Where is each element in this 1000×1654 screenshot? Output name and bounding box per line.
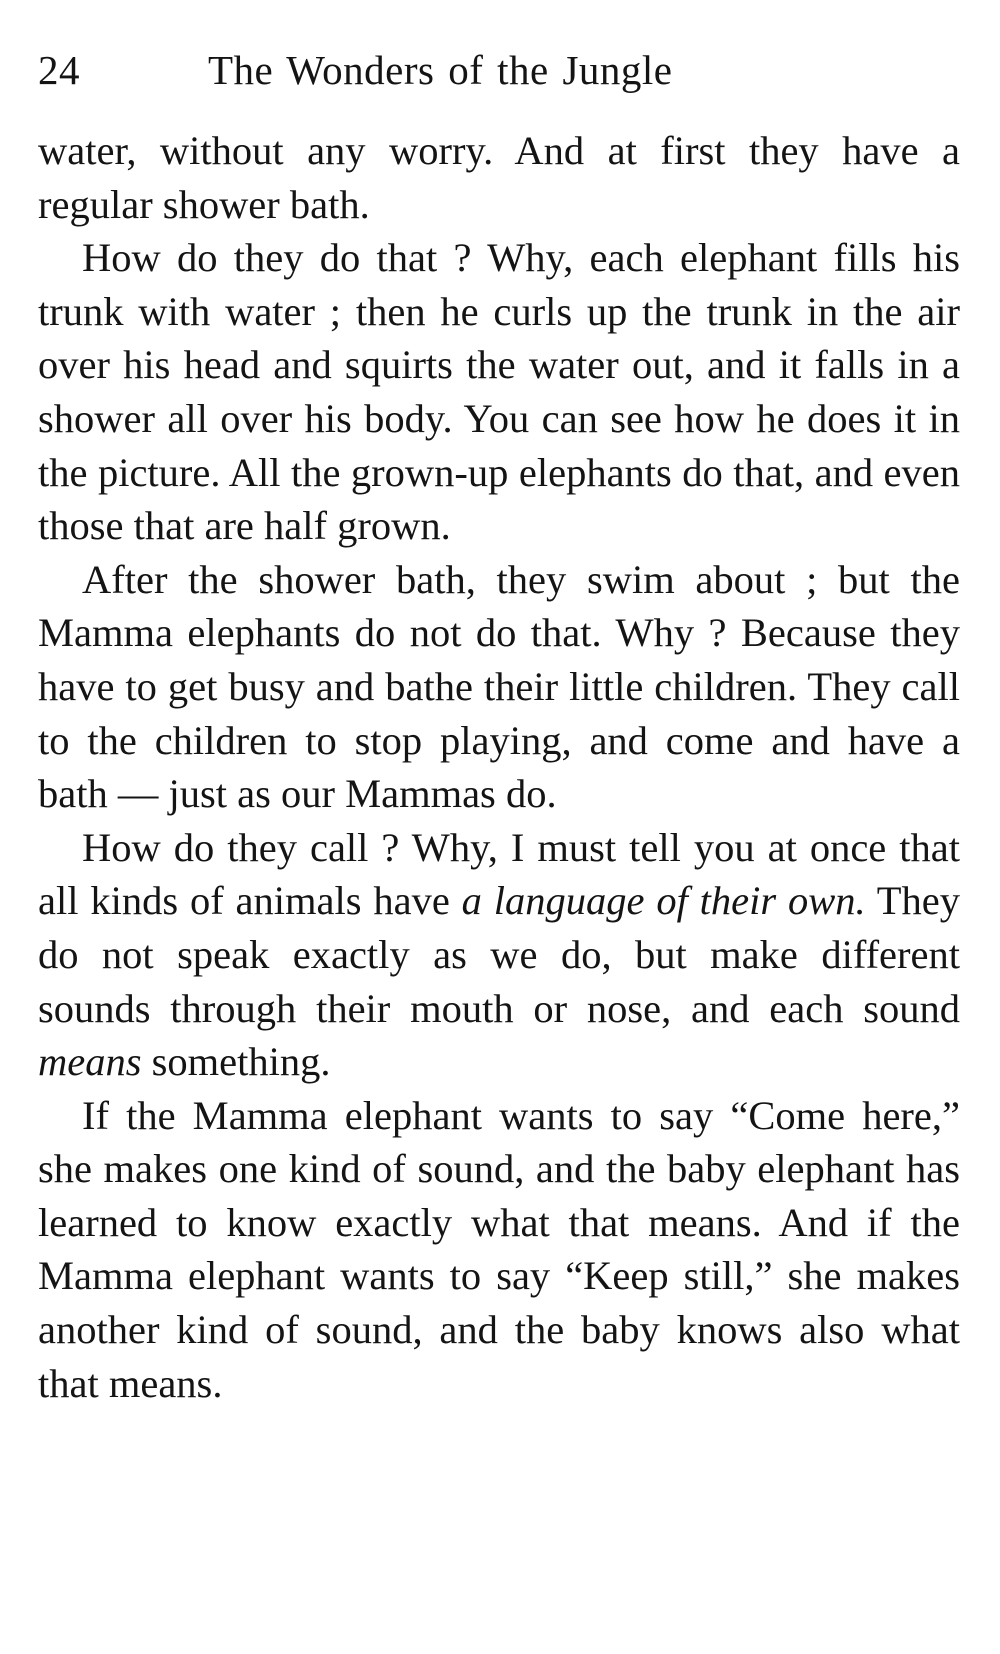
italic-phrase-language: a language of their own.	[461, 878, 866, 924]
paragraph-text-part: How do they call ? Why, I must tell you at once that all kinds of animals have	[38, 824, 960, 924]
body-text	[38, 124, 960, 1410]
paragraph-animal-language	[38, 821, 960, 1089]
page-header	[38, 40, 958, 100]
paragraph-text-part: They do not speak exactly as we do, but make different sounds through their mouth or nose, and each sound	[38, 878, 961, 1031]
paragraph-come-here: If the Mamma elephant wants to say “Come here,” she makes one kind of sound, and the baby elephant has learned to know exactly what that means. And if the Mamma elephant wants to say “Keep still,” she makes another kind of sound, and the baby knows also what that means.	[38, 1092, 960, 1406]
running-title: The Wonders of the Jungle	[208, 47, 673, 93]
paragraph-mamma-elephants: After the shower bath, they swim about ; but the Mamma elephants do not do that. Why ? Because they have to get busy and bathe their little children. They call to the children to stop playing, and come and have a bath — just as our Mammas do.	[38, 556, 960, 817]
page-number: 24	[38, 47, 80, 93]
paragraph-continued: water, without any worry. And at first they have a regular shower bath.	[38, 128, 960, 227]
paragraph-text-part: something.	[141, 1039, 331, 1085]
italic-word-means: means	[38, 1039, 142, 1085]
paragraph-shower-bath: How do they do that ? Why, each elephant fills his trunk with water ; then he curls up the trunk in the air over his head and squirts the water out, and it falls in a shower all over his body. You can see how he does it in the picture. All the grown-up elephants do that, and even those that are half grown.	[38, 235, 960, 549]
